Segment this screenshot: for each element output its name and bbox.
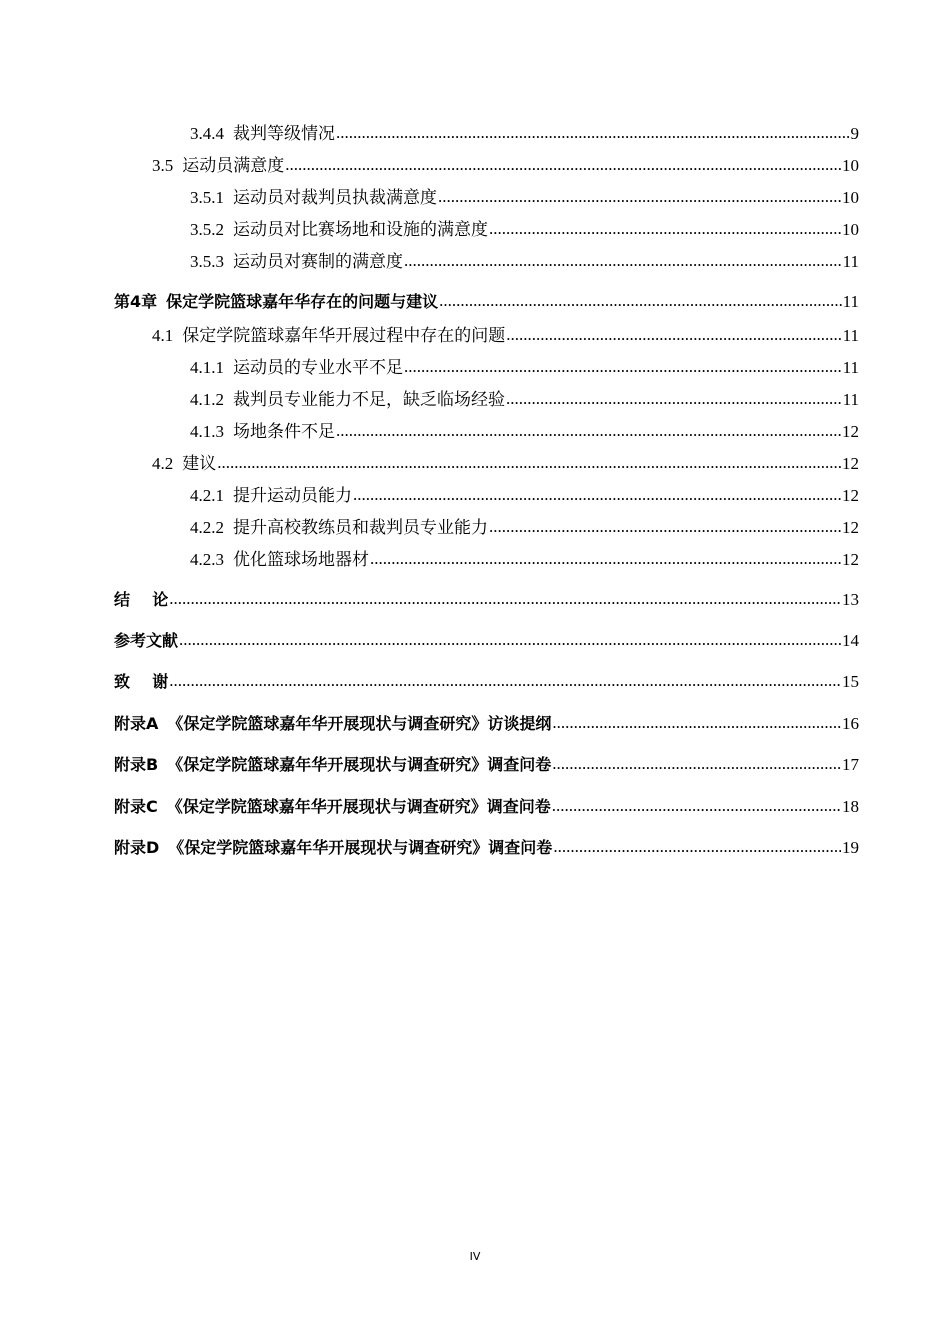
toc-entry-label: 附录B 《保定学院篮球嘉年华开展现状与调查研究》调查问卷: [114, 755, 552, 774]
dot-leader: [489, 517, 841, 537]
toc-entry-acknowledgements[interactable]: [114, 669, 859, 693]
toc-entry-appendix-b[interactable]: [114, 752, 859, 776]
toc-entry-label: 附录C 《保定学院篮球嘉年华开展现状与调查研究》调查问卷: [114, 797, 551, 816]
toc-entry-4-2-3[interactable]: [190, 545, 859, 569]
dot-leader: [438, 187, 841, 207]
toc-entry-4-1-2[interactable]: [190, 385, 859, 409]
toc-page-number: 14: [842, 631, 859, 650]
toc-entry-label: 结 论: [114, 590, 169, 609]
toc-page-number: 12: [842, 454, 859, 473]
toc-entry-label: 4.1.1 运动员的专业水平不足: [190, 358, 403, 377]
toc-page-number: 10: [842, 220, 859, 239]
toc-entry-appendix-a[interactable]: [114, 711, 859, 735]
toc-entry-label: 3.5 运动员满意度: [152, 156, 285, 175]
toc-entry-label: 4.2.1 提升运动员能力: [190, 486, 352, 505]
toc-entry-references[interactable]: [114, 628, 859, 652]
toc-entry-4-2[interactable]: [152, 449, 859, 473]
toc-entry-label: 附录D 《保定学院篮球嘉年华开展现状与调查研究》调查问卷: [114, 838, 553, 857]
dot-leader: [552, 754, 841, 774]
toc-entry-4-2-1[interactable]: [190, 481, 859, 505]
dot-leader: [552, 713, 841, 733]
dot-leader: [439, 291, 841, 311]
dot-leader: [179, 630, 841, 650]
toc-page-number: 9: [850, 124, 859, 143]
toc-page-number: 19: [842, 838, 859, 857]
toc-page-number: 12: [842, 550, 859, 569]
dot-leader: [489, 219, 841, 239]
dot-leader: [169, 589, 841, 609]
toc-entry-label: 4.2.2 提升高校教练员和裁判员专业能力: [190, 518, 488, 537]
toc-entry-3-5-1[interactable]: [190, 183, 859, 207]
toc-entry-3-5-3[interactable]: [190, 247, 859, 271]
toc-entry-label: 3.4.4 裁判等级情况: [190, 124, 335, 143]
toc-entry-label: 附录A 《保定学院篮球嘉年华开展现状与调查研究》访谈提纲: [114, 714, 552, 733]
toc-page-number: 10: [842, 156, 859, 175]
toc-entry-4-2-2[interactable]: [190, 513, 859, 537]
toc-page-number: 11: [842, 358, 859, 377]
dot-leader: [336, 123, 850, 143]
dot-leader: [336, 421, 841, 441]
toc-entry-label: 4.1.2 裁判员专业能力不足，缺乏临场经验: [190, 390, 505, 409]
dot-leader: [506, 325, 841, 345]
toc-entry-3-5-2[interactable]: [190, 215, 859, 239]
toc-entry-label: 3.5.1 运动员对裁判员执裁满意度: [190, 188, 437, 207]
toc-entry-appendix-d[interactable]: [114, 835, 859, 859]
toc-entry-3-5[interactable]: [152, 151, 859, 175]
dot-leader: [404, 251, 842, 271]
dot-leader: [370, 549, 841, 569]
toc-page-number: 11: [842, 326, 859, 345]
toc-entry-conclusion[interactable]: [114, 587, 859, 611]
toc-page-number: 15: [842, 672, 859, 691]
toc-entry-label: 4.2 建议: [152, 454, 217, 473]
toc-entry-label: 3.5.2 运动员对比赛场地和设施的满意度: [190, 220, 488, 239]
toc-entry-label: 4.2.3 优化篮球场地器材: [190, 550, 369, 569]
toc-page-number: 18: [842, 797, 859, 816]
toc-entry-chapter-4[interactable]: [114, 289, 859, 313]
toc-entry-label: 4.1 保定学院篮球嘉年华开展过程中存在的问题: [152, 326, 506, 345]
toc-entry-label: 4.1.3 场地条件不足: [190, 422, 335, 441]
toc-page-number: 17: [842, 755, 859, 774]
dot-leader: [285, 155, 841, 175]
dot-leader: [552, 796, 841, 816]
toc-page-number: 11: [842, 292, 859, 311]
toc-page-number: 16: [842, 714, 859, 733]
toc-entry-4-1-1[interactable]: [190, 353, 859, 377]
toc-page-number: 12: [842, 486, 859, 505]
toc-page-number: 13: [842, 590, 859, 609]
toc-entry-label: 3.5.3 运动员对赛制的满意度: [190, 252, 403, 271]
page-number-footer: IV: [469, 1250, 481, 1263]
dot-leader: [404, 357, 842, 377]
toc-entry-label: 致 谢: [114, 672, 169, 691]
dot-leader: [217, 453, 841, 473]
toc-page-number: 11: [842, 252, 859, 271]
toc-page-number: 12: [842, 422, 859, 441]
dot-leader: [553, 837, 841, 857]
toc-entry-3-4-4[interactable]: [190, 119, 859, 143]
toc-page-number: 11: [842, 390, 859, 409]
toc-entry-label: 第4章 保定学院篮球嘉年华存在的问题与建议: [114, 292, 439, 311]
toc-page-number: 12: [842, 518, 859, 537]
toc-page-number: 10: [842, 188, 859, 207]
toc-entry-4-1-3[interactable]: [190, 417, 859, 441]
toc-entry-label: 参考文献: [114, 631, 179, 650]
dot-leader: [169, 671, 841, 691]
toc-entry-appendix-c[interactable]: [114, 794, 859, 818]
dot-leader: [506, 389, 842, 409]
toc-entry-4-1[interactable]: [152, 321, 859, 345]
dot-leader: [353, 485, 841, 505]
